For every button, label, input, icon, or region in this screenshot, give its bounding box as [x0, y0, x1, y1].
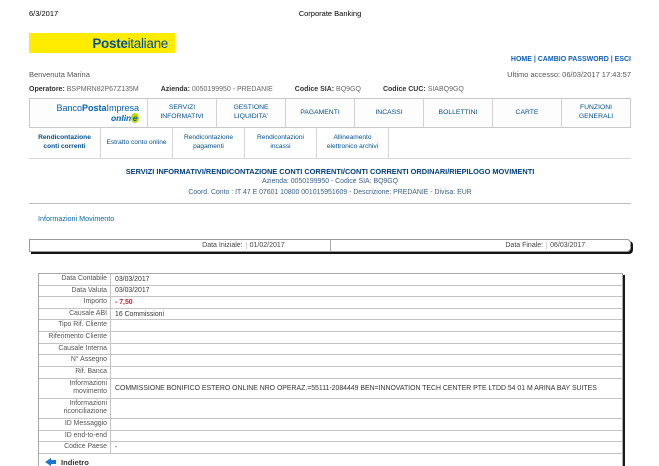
- row-value: 03/03/2017: [115, 287, 150, 295]
- operator-info-item: [295, 86, 361, 93]
- operator-info-item: [29, 86, 139, 93]
- row-value: [111, 399, 622, 418]
- divider: [29, 203, 631, 204]
- row-label: Importo: [39, 297, 111, 308]
- table-row: [39, 332, 622, 344]
- table-row: [39, 431, 622, 443]
- breadcrumb-account: Coord. Conto : IT 47 E 07601 10800 001015951609 - Descrizione: PREDANIE - Divisa: EUR: [188, 189, 472, 197]
- welcome-text: Benvenuta Marina: [29, 70, 90, 79]
- row-label: N° Assegno: [39, 355, 111, 366]
- nav-tab[interactable]: BOLLETTINI: [423, 99, 492, 127]
- row-value: [111, 332, 622, 343]
- row-label: Causale ABI: [39, 309, 111, 320]
- subnav-item[interactable]: Rendicontazione pagamenti: [173, 128, 245, 158]
- row-value: [111, 431, 622, 442]
- nav-tab[interactable]: SERVIZI INFORMATIVI: [147, 99, 216, 127]
- row-value: - 7,50: [115, 298, 133, 306]
- row-label: ID end-to-end: [39, 431, 111, 442]
- row-label: Rif. Banca: [39, 367, 111, 378]
- operator-info-item: [383, 86, 464, 93]
- table-row: [39, 309, 622, 321]
- row-label: Tipo Rif. Cliente: [39, 320, 111, 331]
- header-link[interactable]: HOME: [510, 56, 532, 63]
- row-label: Data Contabile: [39, 274, 111, 285]
- logo-text-regular: italiane: [127, 35, 168, 51]
- table-row: [39, 344, 622, 356]
- table-row: [39, 419, 622, 431]
- online-e-badge: e: [132, 112, 138, 123]
- table-row: [39, 286, 622, 298]
- breadcrumb: [29, 166, 631, 199]
- header-links: [29, 56, 631, 63]
- date-end-label: Data Finale:: [505, 241, 544, 249]
- nav-tab[interactable]: INCASSI: [354, 99, 423, 127]
- movement-details-table: [39, 274, 622, 454]
- table-row: [39, 442, 622, 454]
- back-button-label: Indietro: [61, 457, 89, 466]
- operator-info-value: 0050199950 - PREDANIE: [191, 86, 273, 93]
- table-row: [39, 355, 622, 367]
- row-value: 03/03/2017: [115, 275, 150, 283]
- row-value: [111, 344, 622, 355]
- nav-tab[interactable]: CARTE: [492, 99, 561, 127]
- table-row: [39, 297, 622, 309]
- table-row: [39, 320, 622, 332]
- operator-info-label: Codice SIA:: [294, 86, 335, 93]
- row-label: Data Valuta: [39, 286, 111, 297]
- row-label: Causale Interna: [39, 344, 111, 355]
- operator-info-item: [161, 86, 273, 93]
- header-link[interactable]: | ESCI: [609, 56, 631, 63]
- subnav-item[interactable]: Allineamento elettronico archivi: [317, 128, 389, 158]
- row-value: 16 Commissioni: [115, 310, 165, 318]
- breadcrumb-title: SERVIZI INFORMATIVI/RENDICONTAZIONE CONTI CORRENTI/CONTI CORRENTI ORDINARI/RIEPILOGO MOVIMENTI: [125, 167, 535, 176]
- nav-tab[interactable]: PAGAMENTI: [285, 99, 354, 127]
- row-value: [111, 320, 622, 331]
- print-title: Corporate Banking: [298, 9, 362, 18]
- welcome-row: [29, 70, 631, 79]
- header-link[interactable]: | CAMBIO PASSWORD: [532, 56, 609, 63]
- table-row: [39, 367, 622, 379]
- operator-info-bar: [29, 86, 631, 93]
- row-label: Codice Paese: [39, 442, 111, 453]
- row-label: Riferimento Cliente: [39, 332, 111, 343]
- logo-text-bold: Poste: [92, 35, 128, 51]
- back-button[interactable]: [39, 454, 622, 466]
- date-filter-bar: [29, 239, 631, 252]
- bancoposta-logo: BancoPostaImpresa onlin e: [56, 102, 139, 123]
- operator-info-label: Operatore:: [29, 86, 65, 93]
- date-end-input[interactable]: 06/03/2017: [546, 242, 630, 249]
- section-title: Informazioni Movimento: [38, 213, 115, 223]
- subnav-item[interactable]: Rendicontazione conti correnti: [29, 128, 101, 158]
- row-value: -: [115, 444, 118, 452]
- row-label: Informazioni movimento: [39, 379, 111, 398]
- poste-italiane-logo: [29, 33, 175, 53]
- table-row: [39, 379, 622, 399]
- row-value: [111, 367, 622, 378]
- operator-info-label: Azienda:: [160, 86, 190, 93]
- main-nav: [29, 98, 631, 128]
- row-label: Informazioni riconciliazione: [39, 399, 111, 418]
- date-end-cell: [330, 240, 631, 251]
- breadcrumb-company: Azienda: 0050199950 - Codice SIA: BQ9GQ: [262, 178, 398, 186]
- print-date: 6/3/2017: [29, 9, 59, 18]
- operator-info-value: BSPMRN82P67Z135M: [66, 86, 139, 93]
- row-value: [111, 355, 622, 366]
- nav-tabs: [147, 99, 630, 127]
- row-value: [111, 419, 622, 430]
- sub-nav: [29, 128, 631, 159]
- nav-tab[interactable]: GESTIONE LIQUIDITA': [216, 99, 285, 127]
- print-header: [29, 9, 631, 19]
- row-label: ID Messaggio: [39, 419, 111, 430]
- last-access-text: Ultimo accesso: 06/03/2017 17:43:57: [507, 70, 631, 79]
- operator-info-label: Codice CUC:: [382, 86, 426, 93]
- arrow-left-icon: [45, 458, 56, 466]
- date-start-cell: [30, 240, 330, 251]
- nav-tab[interactable]: FUNZIONI GENERALI: [561, 99, 630, 127]
- date-start-input[interactable]: 01/02/2017: [246, 242, 330, 249]
- movement-details-panel: [38, 273, 623, 466]
- date-start-label: Data Iniziale:: [202, 241, 243, 249]
- subnav-item[interactable]: Rendicontazioni incassi: [245, 128, 317, 158]
- table-row: [39, 274, 622, 286]
- operator-info-value: BQ9GQ: [336, 86, 361, 93]
- operator-info-value: SIABQ9GQ: [427, 86, 464, 93]
- table-row: [39, 399, 622, 419]
- row-value: COMMISSIONE BONIFICO ESTERO ONLINE NRO OPERAZ.=55111-2084449 BEN=INNOVATION TECH CENTER PTE LTDD 54 01 M ARINA BAY SUITES: [115, 384, 597, 392]
- subnav-item[interactable]: Estratto conto online: [101, 128, 173, 158]
